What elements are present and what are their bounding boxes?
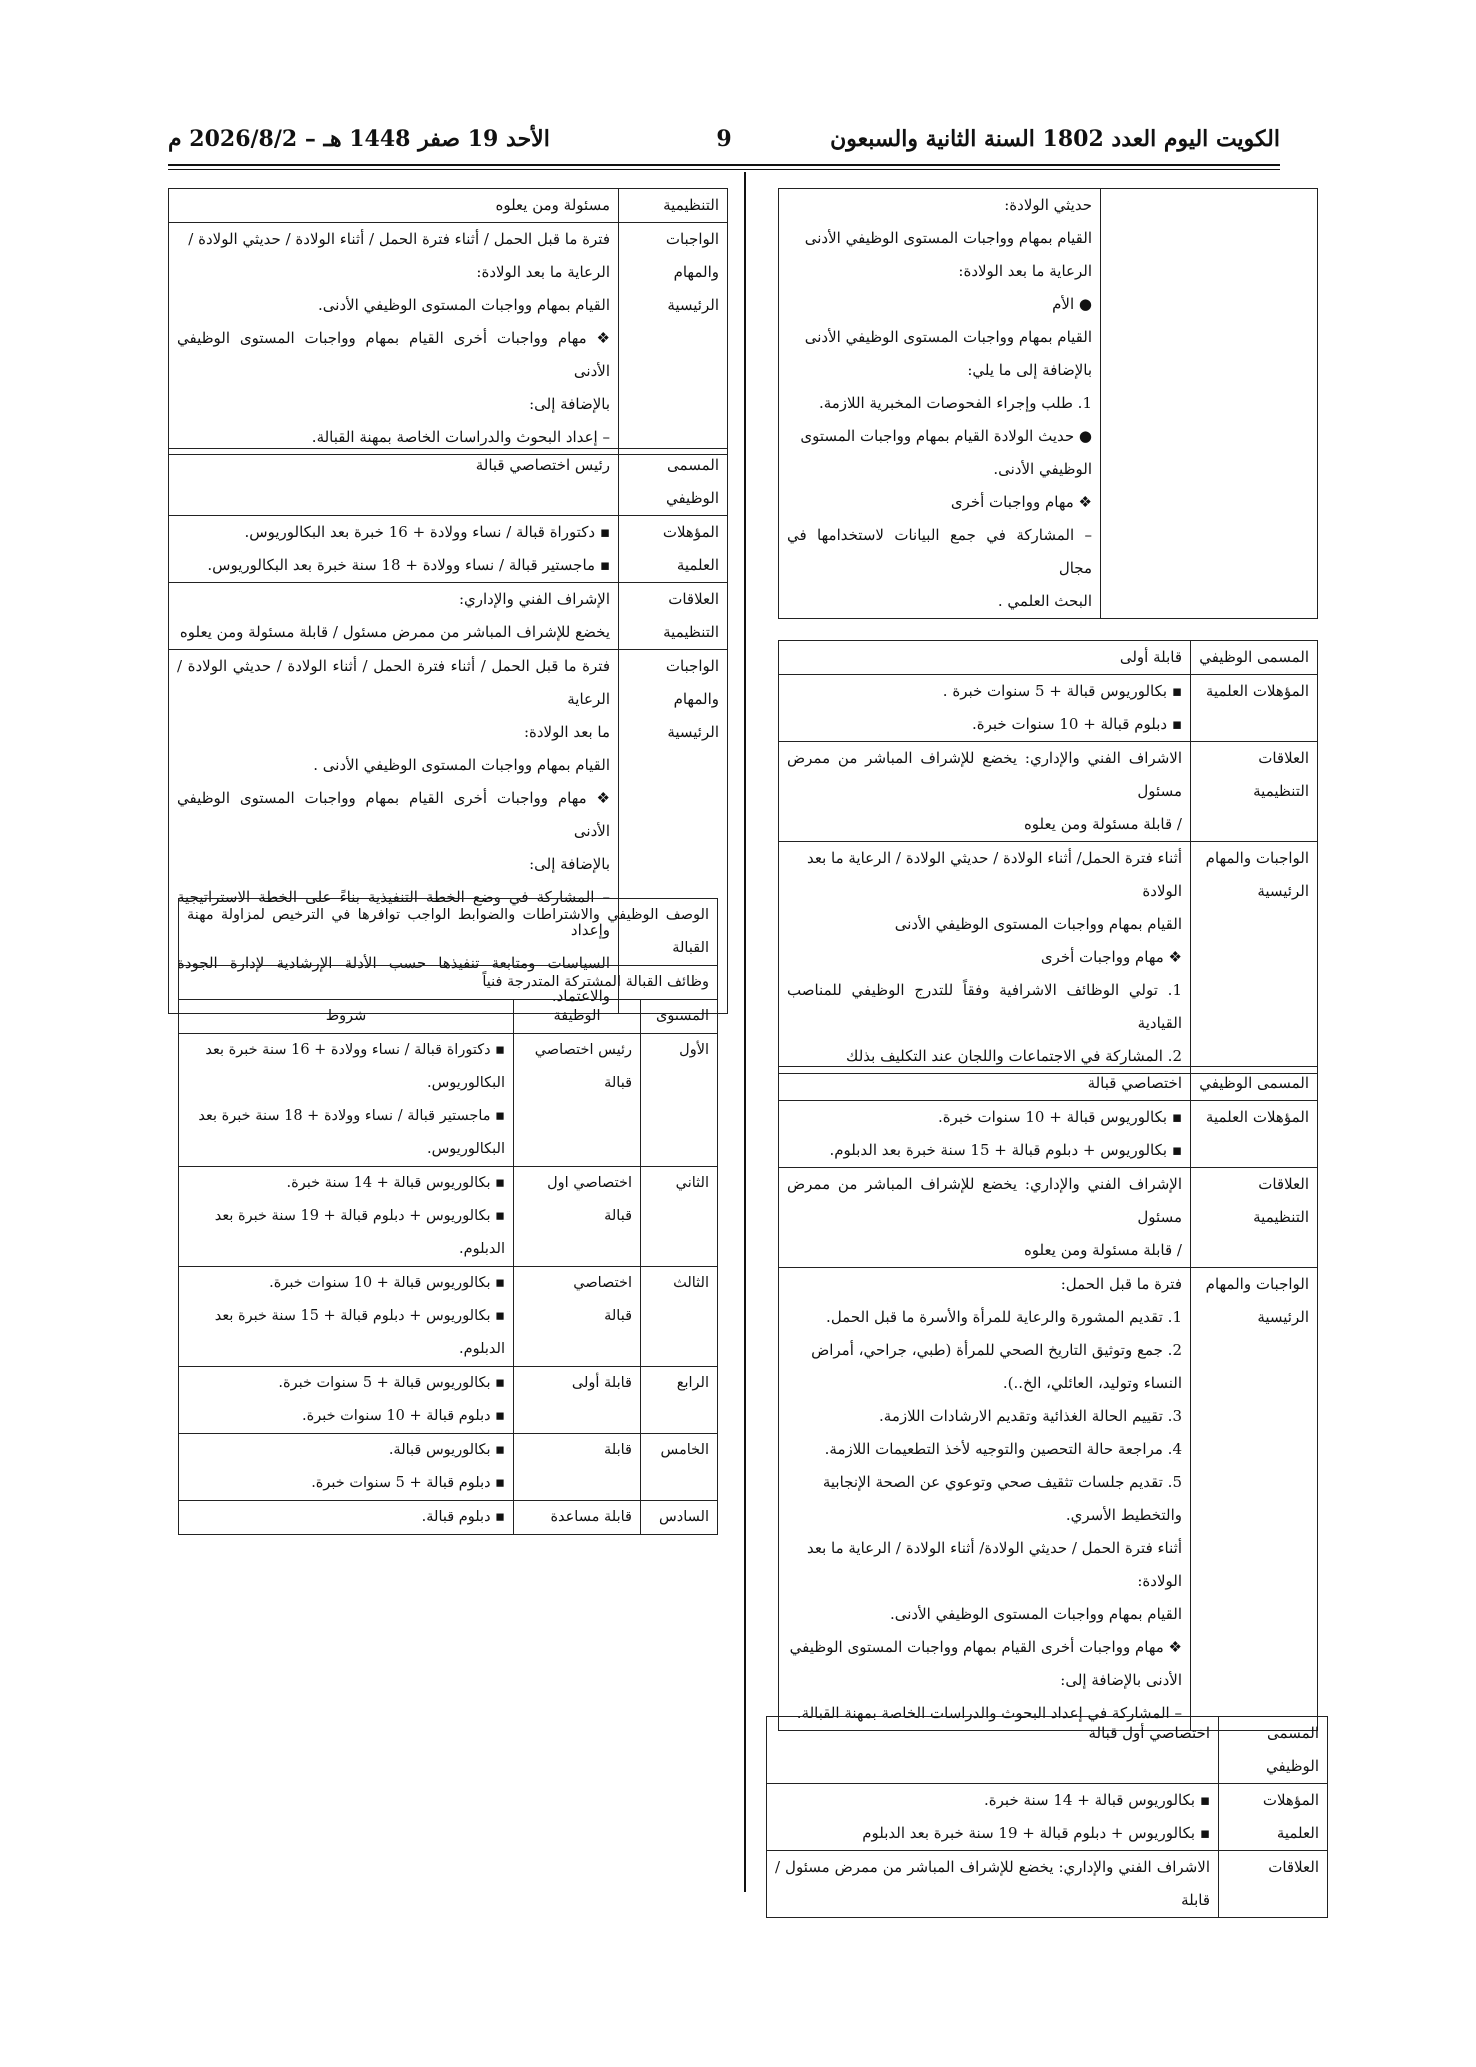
row-label: العلاقات (1219, 1851, 1328, 1918)
relations-text: الاشراف الفني والإداري: يخضع للإشراف المباشر من ممرض مسئول / قابلة مسئولة ومن يعلوه (779, 742, 1191, 842)
table-row: الثالث اختصاصي قبالة ▪ بكالوريوس قبالة + 10 سنوات خبرة. ▪ بكالوريوس + دبلوم قبالة + 15 سنة خبرة بعد الدبلوم. (179, 1267, 718, 1367)
empty-label-cell (1101, 189, 1318, 619)
right-box-1 (778, 188, 1318, 619)
relations-text: الاشراف الفني والإداري: يخضع للإشراف المباشر من ممرض مسئول / قابلة (767, 1851, 1219, 1918)
duties-text: فترة ما قبل الحمل / أثناء فترة الحمل / أثناء الولادة / حديثي الولادة / الرعاية ما بعد الولادة: القيام بمهام وواجبات المستوى الوظيفي الأدنى . ❖ مهام وواجبات أخرى القيام بمهام وواجبات المستوى الوظيفي الأدنى بالإضافة إلى: – المشاركة في وضع الخطة التنفيذية بناءً على الخطة الاستراتيجية وإعداد السياسات ومتابعة تنفيذها حسب الأدلة الإرشادية لإدارة الجودة والاعتماد. (169, 650, 619, 1014)
row-label: الواجبات والمهام الرئيسية (619, 223, 728, 455)
row-label: التنظيمية (619, 189, 728, 223)
job-title-value: اختصاصي أول قبالة (767, 1717, 1219, 1784)
left-box-1 (168, 188, 728, 455)
col-header-conditions: شروط (179, 1000, 514, 1034)
header-rule-thin (168, 169, 1280, 170)
row-label: المؤهلات العلمية (1191, 1101, 1318, 1168)
duties-text: أثناء فترة الحمل/ أثناء الولادة / حديثي الولادة / الرعاية ما بعد الولادة القيام بمهام وواجبات المستوى الوظيفي الأدنى ❖ مهام وواجبات أخرى 1. تولي الوظائف الاشرافية وفقاً للتدرج الوظيفي للمناصب القيادية 2. المشاركة في الاجتماعات واللجان عند التكليف بذلك (779, 842, 1191, 1074)
table-row: الرابع قابلة أولى ▪ بكالوريوس قبالة + 5 سنوات خبرة. ▪ دبلوم قبالة + 10 سنوات خبرة. (179, 1367, 718, 1434)
qualifications-text: ▪ بكالوريوس قبالة + 5 سنوات خبرة . ▪ دبلوم قبالة + 10 سنوات خبرة. (779, 675, 1191, 742)
page-header (168, 120, 1280, 162)
row-label: المسمى الوظيفي (619, 449, 728, 516)
table-row: الأول رئيس اختصاصي قبالة ▪ دكتوراة قبالة / نساء وولادة + 16 سنة خبرة بعد البكالوريوس. ▪ ماجستير قبالة / نساء وولادة + 18 سنة خبرة بعد البكالوريوس. (179, 1034, 718, 1167)
job-title-value: اختصاصي قبالة (779, 1067, 1191, 1101)
table-row: الثاني اختصاصي اول قبالة ▪ بكالوريوس قبالة + 14 سنة خبرة. ▪ بكالوريوس + دبلوم قبالة + 19 سنة خبرة بعد الدبلوم. (179, 1167, 718, 1267)
table-caption: وظائف القبالة المشتركة المتدرجة فنياً (179, 966, 718, 1000)
right-box-2 (778, 640, 1318, 1074)
issue-date: الأحد 19 صفر 1448 هـ – 2026/8/2 م (168, 126, 550, 152)
row-label: الواجبات والمهام الرئيسية (1191, 842, 1318, 1074)
qualifications-text: ▪ دكتوراة قبالة / نساء وولادة + 16 خبرة بعد البكالوريوس. ▪ ماجستير قبالة / نساء وولادة + 18 سنة خبرة بعد البكالوريوس. (169, 516, 619, 583)
levels-table (178, 898, 718, 1535)
table-row: الخامس قابلة ▪ بكالوريوس قبالة. ▪ دبلوم قبالة + 5 سنوات خبرة. (179, 1434, 718, 1501)
row-label: المؤهلات العلمية (1219, 1784, 1328, 1851)
job-title-value: رئيس اختصاصي قبالة (169, 449, 619, 516)
duties-continued: حديثي الولادة: القيام بمهام وواجبات المستوى الوظيفي الأدنى الرعاية ما بعد الولادة: ● الأم القيام بمهام وواجبات المستوى الوظيفي الأدنى بالإضافة إلى ما يلي: 1. طلب وإجراء الفحوصات المخبرية اللازمة. ● حديث الولادة القيام بمهام وواجبات المستوى الوظيفي الأدنى. ❖ مهام وواجبات أخرى – المشاركة في جمع البيانات لاستخدامها في مجال البحث العلمي . (779, 189, 1101, 619)
col-header-job: الوظيفة (514, 1000, 641, 1034)
row-label: الواجبات والمهام الرئيسية (1191, 1268, 1318, 1731)
row-label: المسمى الوظيفي (1191, 1067, 1318, 1101)
col-header-level: المستوى (641, 1000, 718, 1034)
row-label: المؤهلات العلمية (1191, 675, 1318, 742)
qualifications-text: ▪ بكالوريوس قبالة + 14 سنة خبرة. ▪ بكالوريوس + دبلوم قبالة + 19 سنة خبرة بعد الدبلوم (767, 1784, 1219, 1851)
row-label: الواجبات والمهام الرئيسية (619, 650, 728, 1014)
right-box-4 (766, 1716, 1328, 1918)
job-title-value: قابلة أولى (779, 641, 1191, 675)
table-row: السادس قابلة مساعدة ▪ دبلوم قبالة. (179, 1501, 718, 1535)
right-box-3 (778, 1066, 1318, 1731)
page-number: 9 (716, 126, 732, 152)
duties-text: فترة ما قبل الحمل / أثناء فترة الحمل / أثناء الولادة / حديثي الولادة / الرعاية ما بعد الولادة: القيام بمهام وواجبات المستوى الوظيفي الأدنى. ❖ مهام وواجبات أخرى القيام بمهام وواجبات المستوى الوظيفي الأدنى بالإضافة إلى: – إعداد البحوث والدراسات الخاصة بمهنة القبالة. (169, 223, 619, 455)
gazette-issue: الكويت اليوم العدد 1802 السنة الثانية والسبعون (830, 126, 1280, 152)
row-label: المسمى الوظيفي (1219, 1717, 1328, 1784)
table-caption: الوصف الوظيفي والاشتراطات والضوابط الواجب توافرها في الترخيص لمزاولة مهنة القبالة (179, 899, 718, 966)
duties-text: فترة ما قبل الحمل: 1. تقديم المشورة والرعاية للمرأة والأسرة ما قبل الحمل. 2. جمع وتوثيق التاريخ الصحي للمرأة (طبي، جراحي، أمراض النساء وتوليد، العائلي، الخ..). 3. تقييم الحالة الغذائية وتقديم الارشادات اللازمة. 4. مراجعة حالة التحصين والتوجيه لأخذ التطعيمات اللازمة. 5. تقديم جلسات تثقيف صحي وتوعوي عن الصحة الإنجابية والتخطيط الأسري. أثناء فترة الحمل / حديثي الولادة/ أثناء الولادة / الرعاية ما بعد الولادة: القيام بمهام وواجبات المستوى الوظيفي الأدنى. ❖ مهام وواجبات أخرى القيام بمهام وواجبات المستوى الوظيفي الأدنى بالإضافة إلى: – المشاركة في إعداد البحوث والدراسات الخاصة بمهنة القبالة. (779, 1268, 1191, 1731)
relations-text: الإشراف الفني والإداري: يخضع للإشراف المباشر من ممرض مسئول / قابلة مسئولة ومن يعلوه (169, 583, 619, 650)
relations-text: الإشراف الفني والإداري: يخضع للإشراف المباشر من ممرض مسئول / قابلة مسئولة ومن يعلوه (779, 1168, 1191, 1268)
row-label: المؤهلات العلمية (619, 516, 728, 583)
row-label: العلاقات التنظيمية (1191, 1168, 1318, 1268)
row-label: المسمى الوظيفي (1191, 641, 1318, 675)
header-rule (168, 164, 1280, 166)
row-label: العلاقات التنظيمية (1191, 742, 1318, 842)
qualifications-text: ▪ بكالوريوس قبالة + 10 سنوات خبرة. ▪ بكالوريوس + دبلوم قبالة + 15 سنة خبرة بعد الدبلوم. (779, 1101, 1191, 1168)
row-value: مسئولة ومن يعلوه (169, 189, 619, 223)
column-divider (744, 172, 746, 1892)
row-label: العلاقات التنظيمية (619, 583, 728, 650)
